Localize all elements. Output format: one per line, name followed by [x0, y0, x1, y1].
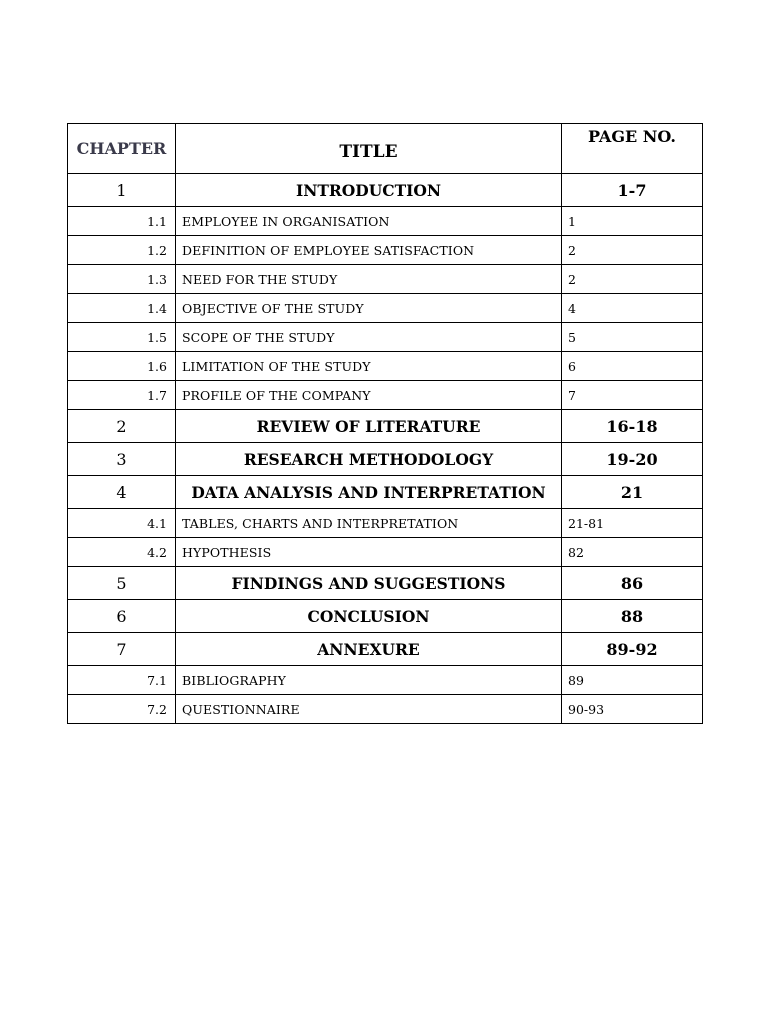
section-title: TABLES, CHARTS AND INTERPRETATION	[176, 509, 562, 538]
chapter-number: 6	[68, 600, 176, 633]
section-number: 1.3	[68, 265, 176, 294]
chapter-title: INTRODUCTION	[176, 174, 562, 207]
section-page: 7	[562, 381, 703, 410]
section-title: SCOPE OF THE STUDY	[176, 323, 562, 352]
section-number: 7.1	[68, 666, 176, 695]
section-title: EMPLOYEE IN ORGANISATION	[176, 207, 562, 236]
chapter-row	[68, 600, 703, 633]
section-row	[68, 381, 703, 410]
chapter-number: 1	[68, 174, 176, 207]
section-title: PROFILE OF THE COMPANY	[176, 381, 562, 410]
section-number: 1.4	[68, 294, 176, 323]
chapter-page-range: 21	[562, 476, 703, 509]
section-page: 82	[562, 538, 703, 567]
chapter-row	[68, 410, 703, 443]
section-row	[68, 666, 703, 695]
chapter-title: REVIEW OF LITERATURE	[176, 410, 562, 443]
section-page: 2	[562, 236, 703, 265]
section-title: BIBLIOGRAPHY	[176, 666, 562, 695]
chapter-row	[68, 174, 703, 207]
header-row	[68, 124, 703, 174]
chapter-title: DATA ANALYSIS AND INTERPRETATION	[176, 476, 562, 509]
chapter-title: ANNEXURE	[176, 633, 562, 666]
chapter-page-range: 16-18	[562, 410, 703, 443]
section-row	[68, 207, 703, 236]
section-row	[68, 294, 703, 323]
chapter-row	[68, 443, 703, 476]
chapter-row	[68, 567, 703, 600]
chapter-number: 7	[68, 633, 176, 666]
section-row	[68, 538, 703, 567]
chapter-row	[68, 476, 703, 509]
section-number: 1.6	[68, 352, 176, 381]
section-number: 1.7	[68, 381, 176, 410]
section-number: 4.1	[68, 509, 176, 538]
chapter-page-range: 1-7	[562, 174, 703, 207]
chapter-number: 3	[68, 443, 176, 476]
header-title: TITLE	[176, 124, 562, 174]
section-number: 4.2	[68, 538, 176, 567]
section-page: 21-81	[562, 509, 703, 538]
chapter-page-range: 88	[562, 600, 703, 633]
section-title: HYPOTHESIS	[176, 538, 562, 567]
section-title: QUESTIONNAIRE	[176, 695, 562, 724]
section-number: 7.2	[68, 695, 176, 724]
section-page: 90-93	[562, 695, 703, 724]
section-row	[68, 509, 703, 538]
section-page: 1	[562, 207, 703, 236]
section-title: DEFINITION OF EMPLOYEE SATISFACTION	[176, 236, 562, 265]
section-page: 5	[562, 323, 703, 352]
chapter-page-range: 89-92	[562, 633, 703, 666]
table-of-contents	[67, 123, 703, 724]
section-row	[68, 265, 703, 294]
section-row	[68, 236, 703, 265]
section-page: 4	[562, 294, 703, 323]
chapter-title: RESEARCH METHODOLOGY	[176, 443, 562, 476]
section-title: OBJECTIVE OF THE STUDY	[176, 294, 562, 323]
header-chapter: CHAPTER	[68, 124, 176, 174]
chapter-title: CONCLUSION	[176, 600, 562, 633]
chapter-row	[68, 633, 703, 666]
chapter-title: FINDINGS AND SUGGESTIONS	[176, 567, 562, 600]
section-row	[68, 323, 703, 352]
section-page: 6	[562, 352, 703, 381]
section-page: 89	[562, 666, 703, 695]
section-row	[68, 695, 703, 724]
toc-body	[68, 124, 703, 724]
section-page: 2	[562, 265, 703, 294]
header-page-no: PAGE NO.	[562, 124, 703, 174]
section-title: LIMITATION OF THE STUDY	[176, 352, 562, 381]
section-title: NEED FOR THE STUDY	[176, 265, 562, 294]
section-number: 1.5	[68, 323, 176, 352]
section-row	[68, 352, 703, 381]
section-number: 1.1	[68, 207, 176, 236]
section-number: 1.2	[68, 236, 176, 265]
chapter-page-range: 19-20	[562, 443, 703, 476]
chapter-page-range: 86	[562, 567, 703, 600]
chapter-number: 2	[68, 410, 176, 443]
chapter-number: 5	[68, 567, 176, 600]
chapter-number: 4	[68, 476, 176, 509]
